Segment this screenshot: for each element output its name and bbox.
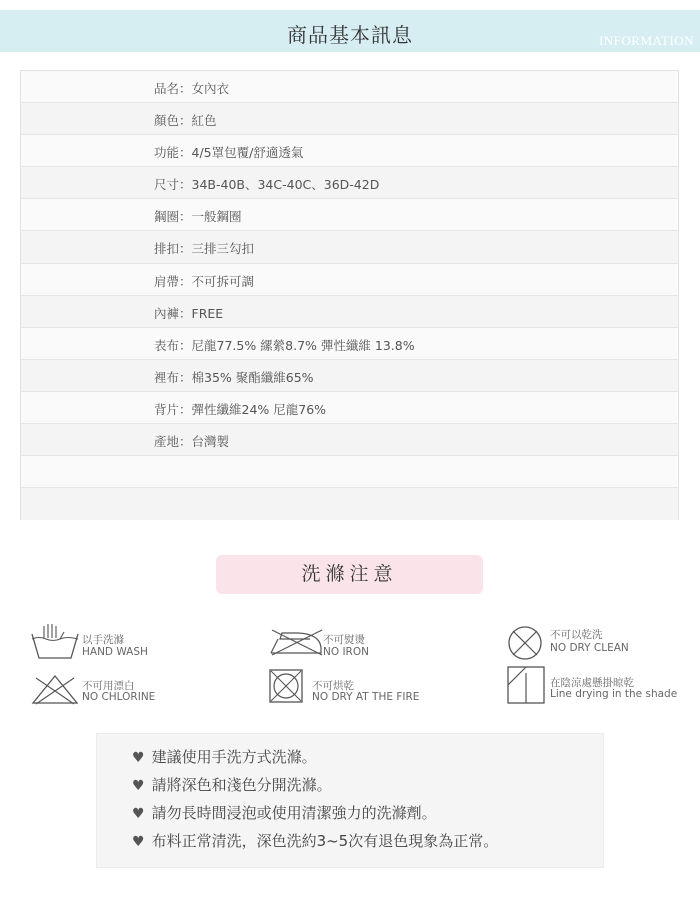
info-row bbox=[21, 360, 678, 392]
info-row-text: 背片：彈性纖維24% 尼龍76% bbox=[154, 401, 327, 417]
no-iron-icon bbox=[268, 628, 324, 656]
info-row bbox=[21, 103, 678, 135]
hand-wash-icon bbox=[30, 622, 80, 660]
info-row bbox=[21, 392, 678, 424]
info-row bbox=[21, 199, 678, 231]
care-label-en: HAND WASH bbox=[82, 646, 148, 658]
care-label-en: NO IRON bbox=[323, 646, 369, 658]
care-note-text: 請將深色和淺色分開洗滌。 bbox=[151, 776, 332, 794]
heart-icon: ♥ bbox=[132, 834, 145, 850]
heart-icon: ♥ bbox=[132, 750, 145, 766]
care-item-hand-wash bbox=[30, 622, 220, 662]
info-row-text: 表布：尼龍77.5% 縲縈8.7% 彈性纖維 13.8% bbox=[154, 337, 415, 353]
info-row bbox=[21, 71, 678, 103]
care-note bbox=[132, 774, 332, 795]
info-row bbox=[21, 424, 678, 456]
care-note bbox=[132, 746, 317, 767]
no-bleach-icon bbox=[30, 672, 80, 706]
info-row-text: 肩帶：不可拆可調 bbox=[154, 273, 255, 289]
care-label-zh: 以手洗滌 bbox=[82, 634, 124, 646]
info-row bbox=[21, 135, 678, 167]
care-note-text: 請勿長時間浸泡或使用清潔強力的洗滌劑。 bbox=[151, 804, 437, 822]
info-row-text: 顏色：紅色 bbox=[154, 113, 217, 129]
info-subtitle: INFORMATION bbox=[598, 33, 694, 48]
care-label-zh: 不可烘乾 bbox=[312, 680, 354, 692]
info-row bbox=[21, 167, 678, 199]
info-row-text: 裡布：棉35% 聚酯纖維65% bbox=[154, 369, 314, 385]
care-item-no-dry-clean bbox=[506, 624, 676, 662]
info-row bbox=[21, 456, 678, 488]
wash-care-title: 洗滌注意 bbox=[216, 555, 483, 594]
line-dry-shade-icon bbox=[506, 665, 546, 705]
care-item-no-bleach bbox=[30, 672, 220, 708]
info-title: 商品基本訊息 bbox=[287, 23, 413, 47]
care-label-zh: 在陰涼處懸掛晾乾 bbox=[550, 677, 634, 689]
care-note bbox=[132, 802, 437, 823]
info-row-text: 功能：4/5罩包覆/舒適透氣 bbox=[154, 145, 304, 161]
info-row bbox=[21, 328, 678, 360]
info-row bbox=[21, 488, 678, 520]
care-notes-box bbox=[96, 733, 604, 868]
care-note-text: 建議使用手洗方式洗滌。 bbox=[151, 748, 317, 766]
product-info-table bbox=[20, 70, 679, 520]
care-label-zh: 不可熨燙 bbox=[323, 634, 365, 646]
care-label-zh: 不可以乾洗 bbox=[550, 629, 603, 641]
info-row bbox=[21, 296, 678, 328]
info-row-text: 鋼圈：一般鋼圈 bbox=[154, 209, 242, 225]
care-label-en: Line drying in the shade bbox=[550, 688, 678, 700]
care-label-zh: 不可用漂白 bbox=[82, 680, 135, 692]
care-item-no-tumble-dry bbox=[268, 668, 448, 706]
info-row bbox=[21, 264, 678, 296]
info-row-text: 排扣：三排三勾扣 bbox=[154, 241, 255, 257]
care-item-line-dry-shade bbox=[506, 665, 676, 705]
info-row-text: 產地：台灣製 bbox=[154, 434, 230, 450]
care-note bbox=[132, 830, 498, 851]
info-row-text: 品名：女內衣 bbox=[154, 81, 230, 96]
care-item-no-iron bbox=[268, 628, 438, 662]
info-row-text: 內褲：FREE bbox=[154, 305, 224, 321]
care-label-en: NO DRY CLEAN bbox=[550, 642, 629, 654]
info-row bbox=[21, 231, 678, 263]
heart-icon: ♥ bbox=[132, 778, 145, 794]
info-header bbox=[0, 10, 700, 52]
no-dry-clean-icon bbox=[506, 624, 544, 662]
care-note-text: 布料正常清洗，深色洗約3~5次有退色現象為正常。 bbox=[151, 832, 499, 850]
info-row-text: 尺寸：34B-40B、34C-40C、36D-42D bbox=[154, 177, 380, 193]
care-label-en: NO DRY AT THE FIRE bbox=[312, 691, 420, 703]
care-label-en: NO CHLORINE bbox=[82, 691, 156, 703]
no-tumble-dry-icon bbox=[268, 668, 304, 704]
heart-icon: ♥ bbox=[132, 806, 145, 822]
